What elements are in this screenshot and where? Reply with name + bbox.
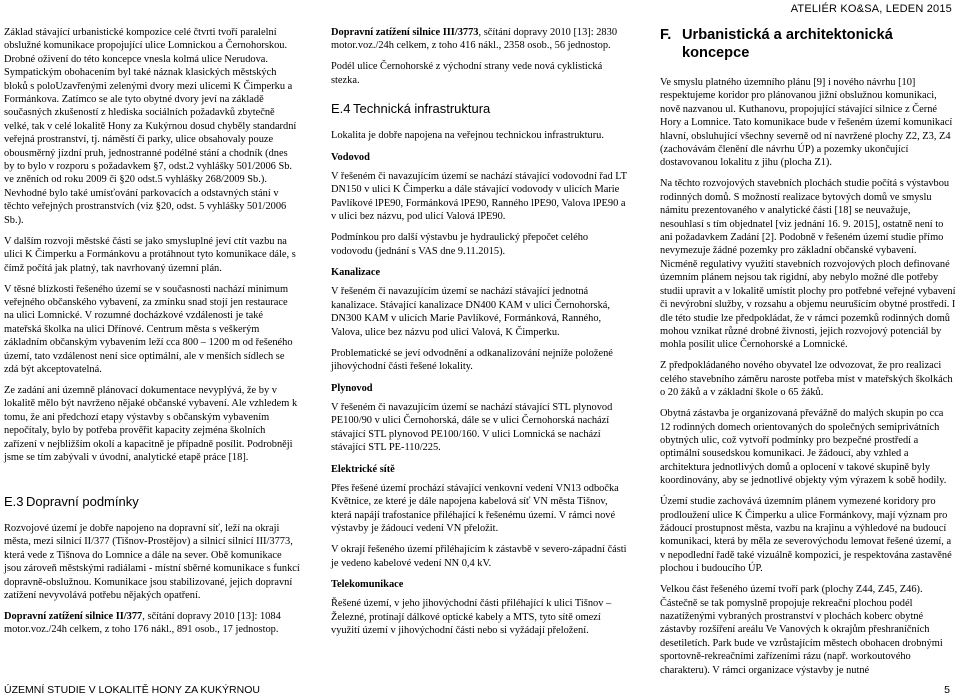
- subheading-telekomunikace: Telekomunikace: [331, 578, 404, 590]
- section-heading-e3: [4, 494, 300, 510]
- text: , sčítání dopravy 2010 [13]: 1084 motor.voz./24h celkem, z toho 176 nákl., 891 osob., 17 jednostop.: [4, 611, 281, 636]
- subheading-plynovod: Plynovod: [331, 382, 373, 394]
- column-middle: [331, 26, 628, 645]
- paragraph: Ve smyslu platného územního plánu [9] i nového návrhu [10] respektujeme koridor pro plánovanou jižní obslužnou komunikaci, nově nazvanou ul. Kuthanovu, propojující stávající silnice z Černé Hory a Lomnice. Tato komunikace bude v řešeném území komunikací hlavní, obsluhující všechny severně od ní navržené plochy Z2, Z3, Z4 (zachovávám členění dle návrhu ÚP) a pozemky ukončující dostavovanou lokalitu z jihu (plocha Z1).: [660, 77, 953, 169]
- footer-title: ÚZEMNÍ STUDIE V LOKALITĚ HONY ZA KUKÝRNOU: [4, 684, 260, 696]
- bold-label: Dopravní zatížení silnice III/3773: [331, 27, 479, 38]
- column-left: [4, 26, 300, 644]
- paragraph: Velkou část řešeného území tvoří park (plochy Z44, Z45, Z46). Částečně se tak pomyslně propojuje rekreační plochou podél nazatíženými vybraných prostranství v plochách koberc obytné zástavby rozšíření areálu Ve Vanových k okrajům přeshraníčních desetiletích. Park bude ve vzrůstajícím městech obohacen drobnými sportovně-rekreačními zařízeními rázu (např. workoutového charakteru). V rámci organizace výstavby je nutné: [660, 584, 943, 676]
- paragraph: V okrají řešeného území přiléhajícím k zástavbě v severo-západní části je vedeno kabelové vedení NN 0,4 kV.: [331, 544, 627, 569]
- paragraph: [331, 26, 628, 53]
- subheading-vodovod: Vodovod: [331, 151, 370, 163]
- paragraph: V řešeném či navazujícím území se nachází stávající vodovodní řad LT DN150 v ulici K Čimperku a dále stávající vodovody v ulicích Marie Pavlíkové lPE90, Formánková lPE90, Ranného lPE90, Valova lPE90 a v ulici bez názvu, pod ulicí Valová lPE90.: [331, 171, 627, 223]
- paragraph: V řešeném či navazujícím území se nachází stávající STL plynovod PE100/90 v ulici Černohorská, dále se v ulici Černohorská nachází stávající STL plynovod PE100/160. V ulici Lomnická se nachází stávající STL PE-110/225.: [331, 401, 613, 454]
- paragraph: V dalším rozvoji městské části se jako smysluplné jeví ctít vazbu na ulici K Čimperku a Formánkovu a protáhnout tyto komunikace dále, s čímž počítá jak platný, tak navrhovaný územní plán.: [4, 235, 296, 274]
- paragraph: Území studie zachovává územním plánem vymezené koridory pro prodloužení ulice K Čimperku a ulice Formánkovy, mají význam pro žádoucí prostupnost města, vazbu na krajinu a výhledové na budoucí komunikaci, která by měla ze severovýchodu lemovat řešené území, a v nepodlední řadě také vizuálně kompozici, je respektována zastavěné plochou i budoucího ÚP.: [660, 496, 952, 575]
- paragraph: Podmínkou pro další výstavbu je hydraulický přepočet celého vodovodu (jednání s VAS dne 9.11.2015).: [331, 232, 589, 257]
- paragraph: Přes řešené území prochází stávající venkovní vedení VN13 odbočka Květnice, ze které je dále napojena kabelová síť VN města Tišnov, která napájí trafostanice přiléhající k řešenému území. V rámci nové výstavby je žádoucí vedení VN přeložit.: [331, 482, 619, 535]
- paragraph: Z předpokládaného nového obyvatel lze odvozovat, že pro realizaci celého stavebního záměru naroste potřeba míst v mateřských školkách o 20 žáků a v základní škole o 65 žáků.: [660, 360, 953, 399]
- paragraph: Obytná zástavba je organizovaná převážně do malých skupin po cca 12 rodinných domech orientovaných do společných semiprivátních obytných ulic, což vytvoří podmínky pro bezpečné prostředí a optimální sousedskou komunikaci. Je žádoucí, aby vzhled a architektura jednotlivých domů a oplocení v takové skupině byly koordinovány, aby se jednotlivé objekty vým výrazem k sobě hodily.: [660, 408, 947, 487]
- paragraph: V řešeném či navazujícím území se nachází stávající jednotná kanalizace. Stávající kanalizace DN400 KAM v ulici Černohorská, DN300 KAM v ulicích Marie Pavlíkové, Formánková, Ranného, Valova, ulice bez názvu pod ulicí Valová, K Čimperku.: [331, 286, 611, 338]
- section-number: E.4: [331, 101, 351, 117]
- paragraph: V těsné blízkosti řešeného území se v současnosti nachází minimum veřejného občanského vybavení, za zmínku snad stojí jen restaurace na ulici Lomnické. V rozumné docházkové vzdálenosti je také mateřská školka na ulici Dřínové. Centrum města s veškerým základním občanským vybavením leží cca 800 – 1200 m od řešeného území, tato vzdálenost není sice optimální, ale v menších sídlech se zdá být akceptovatelná.: [4, 283, 293, 375]
- subheading-kanalizace: Kanalizace: [331, 267, 381, 279]
- section-title: Technická infrastruktura: [353, 101, 491, 117]
- section-title: Urbanistická a architektonická koncepce: [682, 27, 893, 61]
- bold-label: Dopravní zatížení silnice II/377: [4, 611, 143, 622]
- paragraph: Základ stávající urbanistické kompozice celé čtvrti tvoří paralelní obslužné komunikace propojující ulice Lomnickou a Černohorskou. Drobné oživení do této koncepce vnesla kolmá ulice Nerudova. Sympatickým obohacením byl také náznak klasických městských bloků s poloUzavřenými zelenými dvory mezi ulicemi K Čimperku a Formánkova. Zatímco se ale tyto obytné dvory jeví na základě současných zkušeností z hlediska sociálních požadavků zbytečně velké, tak v celé lokalitě Hony za Kukýrnou dosud chyběly standardní veřejná prostranství, tj. náměstí či parky, ulice obsahovaly pouze obousměrný jízdní pruh, jednostranné podélné stání a chodník (dnes by to bylo v rozporu s požadavkem §7, odst.2 vyhlášky 501/2006 Sb. ve zněních od roku 2009 či §20 odst.5 vyhlášky 268/2009 Sb.). Nevhodné bylo také umísťování parkovacích a odstavných stání v těchto veřejných prostranstvích (viz §20, odst. 5 vyhlášky 501/2006 Sb.).: [4, 27, 297, 226]
- page-number: 5: [944, 684, 950, 696]
- section-number: F.: [660, 27, 672, 43]
- text: , sčítání dopravy 2010 [13]: 2830 motor.voz./24h celkem, z toho 416 nákl., 2358 osob., 56 jednostop.: [331, 27, 618, 52]
- paragraph: Ze zadání ani územně plánovací dokumentace nevyplývá, že by v lokalitě mělo být navrženo nějaké občanské vybavení. Ale vzhledem k tomu, že ani předchozí etapy výstavby s občanským vybavením nepočítaly, bylo by potřeba prověřit kapacity zejména školních zařízení v nejbližším okolí a kapacitně je případně posílit. Podrobněji jsme se tím zabývali v úvodní, analytické etapě práce [18].: [4, 384, 298, 463]
- header-atelier: ATELIÉR KO&SA, LEDEN 2015: [790, 3, 952, 15]
- section-heading-f: [660, 26, 956, 62]
- paragraph: Na těchto rozvojových stavebních plochách studie počítá s výstavbou rodinných domů. S možností realizace bytových domů ve smyslu námitu prezentovaného v analytické části [18] se neuvažuje, nesouhlasí s tím objednatel [viz jednání 16. 9. 2015], ostatně není to ani požadavkem Zadání [2]. Podobně v řešeném území studie přímo nevymezuje žádné pozemky pro základní občanské vybavení. Nicméně regulativy využití stavebních rozvojových ploch definované územním plánem nejsou tak rigidní, aby nebylo možné dle potřeby studii upravit a v lokalitě umístit plochy pro potřebné veřejné vybavení či nevýrobní služby, v rozsahu a objemu neurušícím obytné prostředí. I dle této studie lze předpokládat, že v rámci pozemků rodinných domů mohou vznikat různé drobné živnosti, jejich rozvojový potenciál by mohla posílit ulice Černohorské a Lomnické.: [660, 178, 956, 351]
- paragraph: Řešené území, v jeho jihovýchodní části přiléhající k ulici Tišnov – Železné, protínají dálkové optické kabely a MTS, tyto sítě omezí využití území v jihovýchodní části nebo si vyžádají přeložení.: [331, 598, 612, 637]
- column-right: [660, 26, 956, 685]
- paragraph: Podél ulice Černohorské z východní strany vede nová cyklistická stezka.: [331, 61, 603, 86]
- section-title: Dopravní podmínky: [26, 493, 139, 509]
- paragraph: [4, 610, 300, 637]
- paragraph: Lokalita je dobře napojena na veřejnou technickou infrastrukturu.: [331, 130, 604, 142]
- section-number: E.3: [4, 493, 24, 509]
- subheading-elektro: Elektrické sítě: [331, 463, 395, 475]
- paragraph: Problematické se jeví odvodnění a odkanalizování nejníže položené jihovýchodní části řešené lokality.: [331, 347, 613, 373]
- paragraph: Rozvojové území je dobře napojeno na dopravní síť, leží na okraji města, mezi silnicí II/377 (Tišnov-Prostějov) a silnicí silnicí III/3773, která vede z Tišnova do Lomnice a dále na sever. Obě komunikace jsou zároveň městskými radiálami - místní sběrné komunikace s funkcí dopravně-obslužnou. Komunikace jsou stabilizované, jejich dopravní zatížení nevyvolává potřebu nějakých opatření.: [4, 522, 300, 601]
- section-heading-e4: [331, 101, 628, 117]
